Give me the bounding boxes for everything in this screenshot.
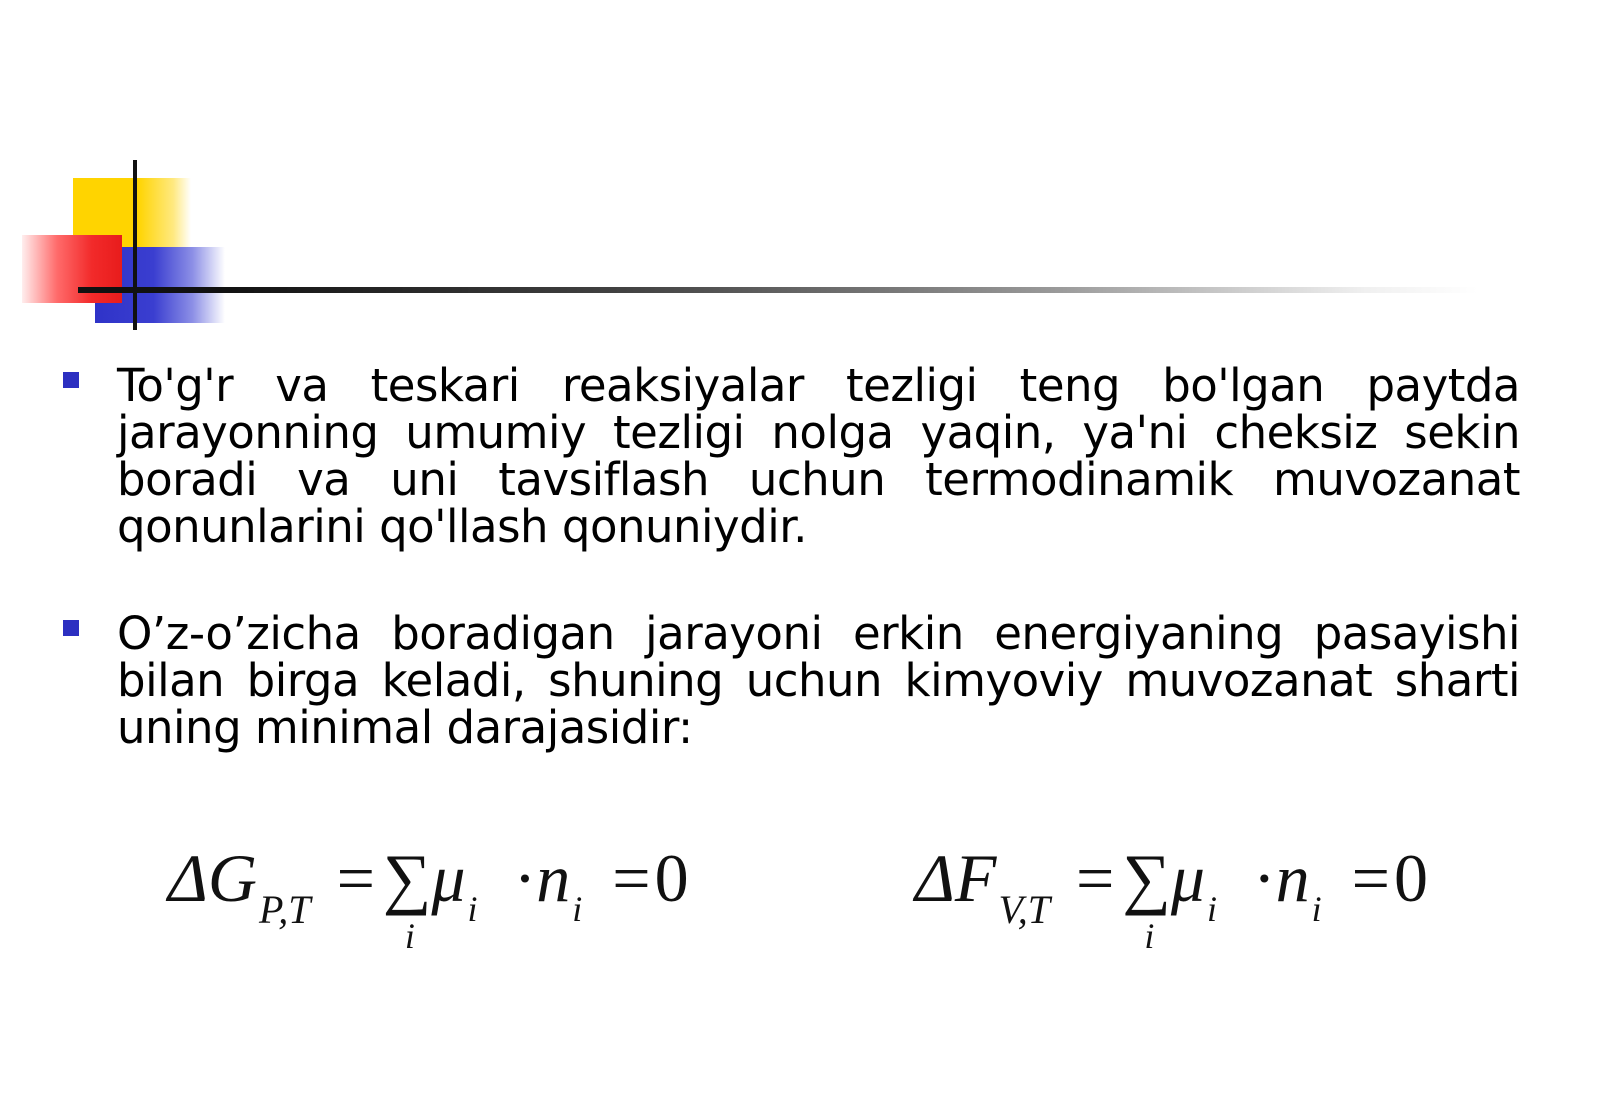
header-decoration: [0, 0, 1600, 340]
formula-lhs: ΔF: [915, 840, 997, 916]
summation-sign: ∑: [1122, 840, 1171, 916]
formula-equals: =: [1075, 840, 1115, 916]
bullet-list: [60, 359, 1520, 754]
bullet-text: O’z-o’zicha boradigan jarayoni erkin energiyaning pasayishi bilan birga keladi, shuning uchun kimyoviy muvozanat sharti uning minimal darajasidir:: [117, 607, 1520, 754]
formula-dot: ·: [1252, 840, 1276, 916]
vertical-divider-line: [133, 160, 137, 330]
formula-lhs-subscript: P,T: [259, 887, 311, 932]
formula-equals-2: =: [1351, 840, 1391, 916]
formula-n: n: [1275, 840, 1310, 916]
formula-equals: =: [336, 840, 375, 916]
square-bullet-icon: [63, 372, 79, 388]
formula-mu-subscript: i: [467, 889, 478, 929]
horizontal-divider-line: [78, 287, 1478, 293]
formula-mu: μ: [431, 840, 466, 916]
summation: [382, 838, 432, 956]
formula-lhs-subscript: V,T: [998, 887, 1050, 932]
formula-n: n: [536, 840, 571, 916]
formula-n-subscript: i: [1311, 889, 1322, 929]
formula-n-subscript: i: [572, 889, 583, 929]
formula-mu: μ: [1170, 840, 1205, 916]
bullet-item-2: [60, 607, 1520, 754]
formula-rhs: 0: [1394, 840, 1429, 916]
gibbs-equilibrium-formula: [168, 838, 689, 956]
helmholtz-equilibrium-formula: [915, 838, 1429, 956]
formula-equals-2: =: [612, 840, 651, 916]
formula-dot: ·: [513, 840, 537, 916]
formula-mu-subscript: i: [1206, 889, 1217, 929]
summation: [1122, 838, 1171, 956]
summation-index: i: [1144, 916, 1155, 956]
summation-sign: ∑: [382, 840, 432, 916]
square-bullet-icon: [63, 620, 79, 636]
bullet-text: To'g'r va teskari reaksiyalar tezligi teng bo'lgan paytda jarayonning umumiy tezligi nolga yaqin, ya'ni cheksiz sekin boradi va uni tavsiflash uchun termodinamik muvozanat qonunlarini qo'llash qonuniydir.: [117, 359, 1520, 553]
summation-index: i: [404, 916, 415, 956]
formula-rhs: 0: [654, 840, 689, 916]
formula-lhs: ΔG: [168, 840, 258, 916]
bullet-item-1: [60, 359, 1520, 553]
